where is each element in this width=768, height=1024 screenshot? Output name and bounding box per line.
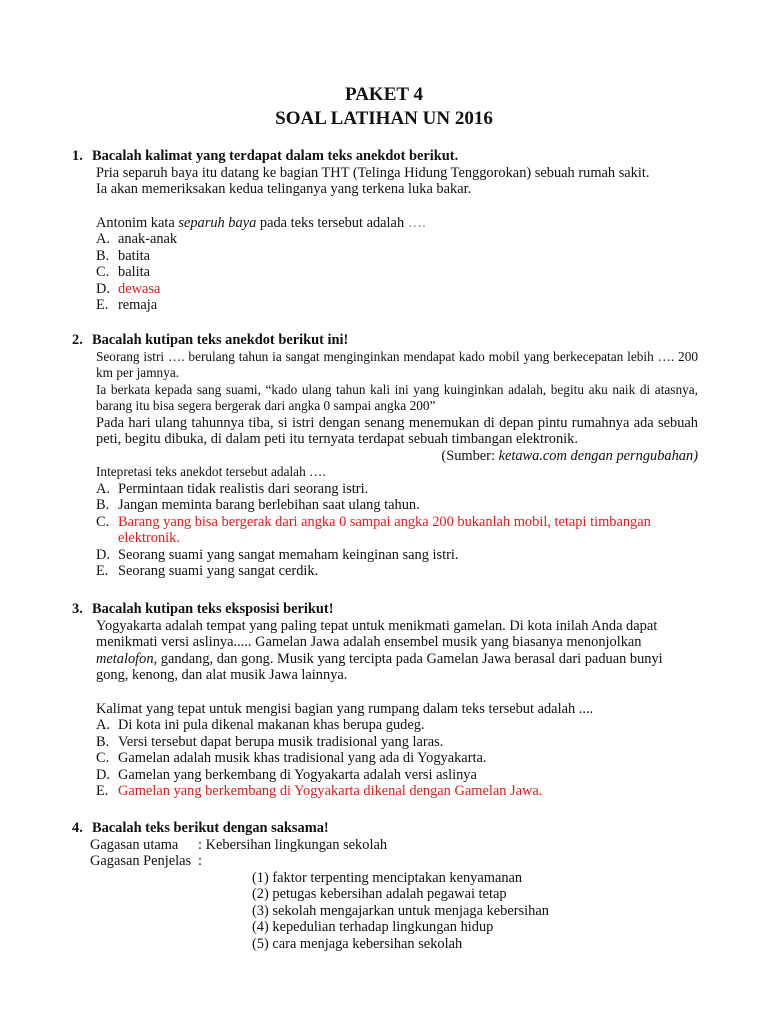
supporting-ideas-label: Gagasan Penjelas [90,853,192,869]
supporting-ideas-list [90,870,698,953]
passage-line: Pria separuh baya itu datang ke bagian THT (Telinga Hidung Tenggorokan) sebuah rumah sakit. [96,164,650,181]
supporting-ideas-colon: : [198,853,202,869]
option-c[interactable]: C. Gamelan adalah musik khas tradisional yang ada di Yogyakarta. [96,750,487,766]
question-4-heading [72,820,698,837]
option-d[interactable]: D. Seorang suami yang sangat memaham keinginan sang istri. [96,546,459,563]
option-a[interactable]: A. Permintaan tidak realistis dari seorang istri. [96,480,369,497]
passage-line: Ia akan memeriksakan kedua telinganya yang terkena luka bakar. [96,181,472,197]
option-e-correct[interactable]: E. Gamelan yang berkembang di Yogyakarta dikenal dengan Gamelan Jawa. [96,783,543,799]
list-item: (1) faktor terpenting menciptakan kenyamanan [252,869,523,886]
question-1-heading [72,148,698,165]
passage-paragraph: Ia berkata kepada sang suami, “kado ulang tahun kali ini yang kuinginkan adalah, begitu aku naik di atasnya, barang itu bisa segera bergerak dari angka 0 sampai angka 200” [96,381,698,413]
question-number: 2. [72,332,83,348]
main-idea-value: : Kebersihan lingkungan sekolah [198,836,388,853]
source-note: (Sumber: ketawa.com dengan perngubahan) [441,447,698,464]
option-a[interactable]: A. Di kota ini pula dikenal makanan khas berupa gudeg. [96,717,425,733]
option-d-correct[interactable]: D. dewasa [96,280,161,297]
heading-text: Bacalah teks berikut dengan saksama! [92,820,329,836]
options-list [96,231,698,314]
passage-paragraph: Yogyakarta adalah tempat yang paling tepat untuk menikmati gamelan. Di kota inilah Anda dapat menikmati versi aslinya..... Gamelan Jawa adalah ensembel musik yang biasanya menonjolkan metalofon, gandang, dan gong. Musik yang tercipta pada Gamelan Jawa berasal dari paduan bunyi gong, kenong, dan alat musik Jawa lainnya. [96,617,663,683]
question-prompt: Intepretasi teks anekdot tersebut adalah …. [96,464,326,479]
options-list [96,717,698,800]
heading-text: Bacalah kalimat yang terdapat dalam teks anekdot berikut. [92,148,459,164]
list-item: (4) kepedulian terhadap lingkungan hidup [252,919,494,935]
question-3-heading [72,601,698,618]
question-number: 3. [72,601,83,617]
question-4 [72,820,698,952]
option-b[interactable]: B. batita [96,247,150,264]
heading-text: Bacalah kutipan teks anekdot berikut ini! [92,332,349,348]
option-d[interactable]: D. Gamelan yang berkembang di Yogyakarta adalah versi aslinya [96,766,477,783]
option-c[interactable]: C. balita [96,264,150,280]
option-e[interactable]: E. Seorang suami yang sangat cerdik. [96,563,319,579]
passage-paragraph: Seorang istri …. berulang tahun ia sangat menginginkan mendapat kado mobil yang berkecepatan lebih …. 200 km per jamnya. [96,348,698,380]
question-1 [72,148,698,314]
list-item: (2) petugas kebersihan adalah pegawai tetap [252,886,507,902]
heading-text: Bacalah kutipan teks eksposisi berikut! [92,601,334,617]
list-item: (3) sekolah mengajarkan untuk menjaga kebersihan [252,902,549,919]
question-number: 4. [72,820,83,836]
question-number: 1. [72,148,83,164]
option-a[interactable]: A. anak-anak [96,231,178,247]
main-idea-label: Gagasan utama [90,836,179,853]
page-subtitle: SOAL LATIHAN UN 2016 [275,108,493,129]
passage-paragraph: Pada hari ulang tahunnya tiba, si istri dengan senang menemukan di depan pintu rumahnya ada sebuah peti, begitu dibuka, di dalam peti itu ternyata terdapat sebuah timbangan elektronik. [96,414,698,447]
main-idea-row [90,837,698,854]
question-prompt: Kalimat yang tepat untuk mengisi bagian yang rumpang dalam teks tersebut adalah .... [96,700,594,717]
option-e[interactable]: E. remaja [96,297,158,313]
question-3 [72,601,698,800]
options-list [96,481,698,580]
list-item: (5) cara menjaga kebersihan sekolah [252,935,463,952]
option-b[interactable]: B. Jangan meminta barang berlebihan saat ulang tahun. [96,497,420,513]
question-2-heading [72,332,698,349]
option-c-correct[interactable]: C. Barang yang bisa bergerak dari angka 0 sampai angka 200 bukanlah mobil, tetapi timbangan elektronik. [96,513,651,546]
supporting-ideas-row [90,853,698,870]
page-title: PAKET 4 [345,84,423,105]
option-b[interactable]: B. Versi tersebut dapat berupa musik tradisional yang laras. [96,733,444,750]
question-2 [72,332,698,580]
question-prompt: Antonim kata separuh baya pada teks tersebut adalah …. [96,214,426,231]
